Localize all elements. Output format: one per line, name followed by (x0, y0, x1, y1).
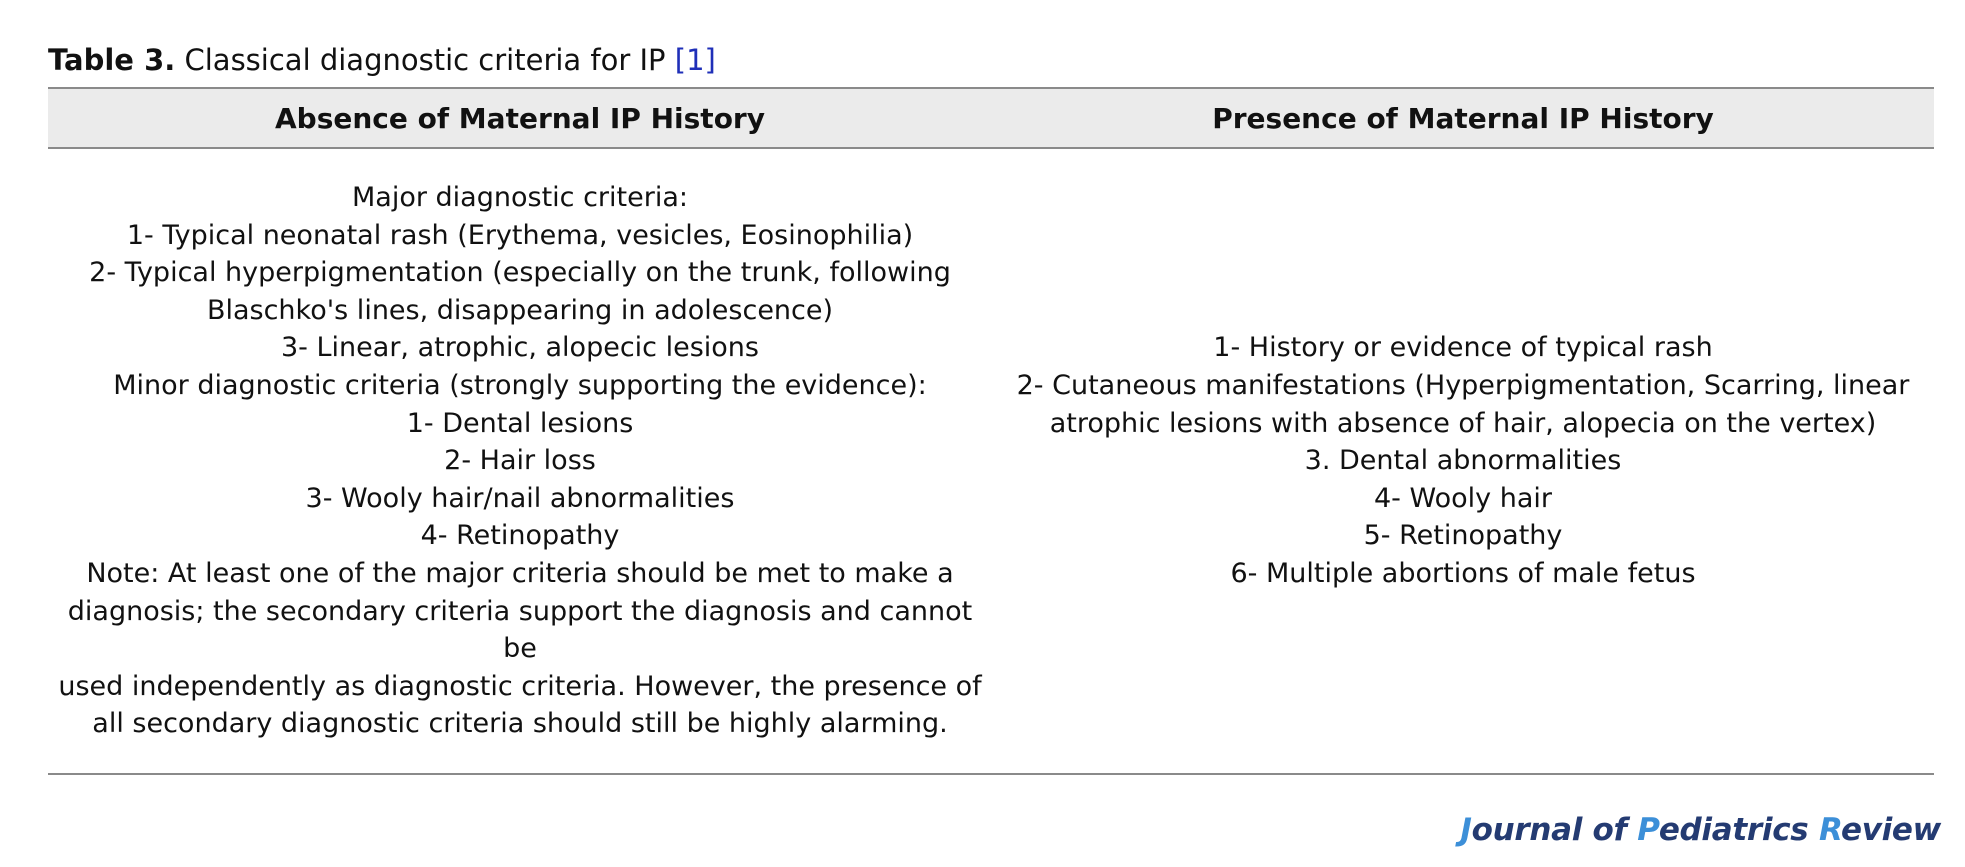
criteria-line: 3. Dental abnormalities (1304, 445, 1622, 477)
table-header-row (48, 89, 1934, 147)
criteria-line: 1- Dental lesions (406, 407, 634, 439)
table-label: Table 3. (48, 43, 176, 77)
criteria-line: 2- Typical hyperpigmentation (especially on the trunk, following (89, 257, 951, 289)
criteria-line: 4- Wooly hair (1374, 482, 1552, 514)
presence-criteria-cell (992, 149, 1934, 773)
journal-logo: Journal of Pediatrics Review (1460, 812, 1941, 848)
column-header-absence: Absence of Maternal IP History (275, 101, 765, 135)
table-caption-text: Classical diagnostic criteria for IP (184, 43, 666, 77)
criteria-line: 1- Typical neonatal rash (Erythema, vesicles, Eosinophilia) (126, 219, 914, 251)
minor-criteria-heading: Minor diagnostic criteria (strongly supporting the evidence): (113, 370, 927, 402)
criteria-line: 4- Retinopathy (420, 520, 620, 552)
criteria-line: 2- Cutaneous manifestations (Hyperpigmentation, Scarring, linear (1016, 370, 1910, 402)
criteria-line: 3- Wooly hair/nail abnormalities (305, 482, 735, 514)
note-line: diagnosis; the secondary criteria support the diagnosis and cannot be (67, 595, 973, 665)
criteria-line: atrophic lesions with absence of hair, alopecia on the vertex) (1049, 407, 1877, 439)
note-line: all secondary diagnostic criteria should still be highly alarming. (92, 708, 948, 740)
criteria-line: 2- Hair loss (444, 445, 596, 477)
note-line: used independently as diagnostic criteria. However, the presence of (58, 670, 982, 702)
criteria-line: 3- Linear, atrophic, alopecic lesions (281, 332, 759, 364)
criteria-line: 6- Multiple abortions of male fetus (1230, 557, 1696, 589)
table-caption (48, 40, 716, 80)
absence-criteria-cell (48, 149, 992, 773)
note-line: Note: At least one of the major criteria should be met to make a (86, 557, 954, 589)
table-bottom-rule (48, 773, 1934, 775)
criteria-line: Blaschko's lines, disappearing in adolescence) (206, 294, 834, 326)
table-body-row (48, 149, 1934, 773)
column-header-presence: Presence of Maternal IP History (1212, 101, 1714, 135)
criteria-line: 1- History or evidence of typical rash (1213, 332, 1713, 364)
criteria-line: 5- Retinopathy (1363, 520, 1563, 552)
major-criteria-heading: Major diagnostic criteria: (352, 182, 688, 214)
reference-link[interactable]: [1] (674, 43, 716, 77)
